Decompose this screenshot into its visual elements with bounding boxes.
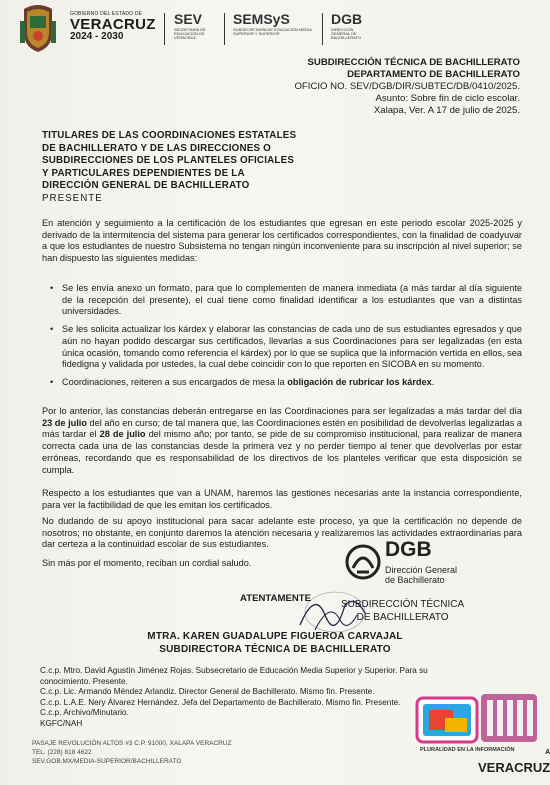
addressee-line: SUBDIRECCIONES DE LOS PLANTELES OFICIALES <box>42 155 295 166</box>
divider <box>164 13 165 45</box>
addressee-line: Y PARTICULARES DEPENDIENTES DE LA <box>42 167 245 179</box>
sev-title: SEV <box>174 11 203 27</box>
footer-line2: TEL. (228) 818 4622 <box>32 749 92 756</box>
seal-line1: SUBDIRECCIÓN TÉCNICA <box>341 599 465 610</box>
paragraph-unam: Respecto a los estudiantes que van a UNAM, haremos las gestiones necesarias ante la instancia correspondiente, para ver la factibilidad de que les emitan los certificados. <box>42 488 522 510</box>
dgb-stamp-title: DGB <box>385 538 432 561</box>
dgb-subtitle: DIRECCIÓN GENERAL DE BACHILLERATO <box>331 27 362 40</box>
gob-line2: VERACRUZ <box>70 16 156 33</box>
atentamente: ATENTAMENTE <box>240 593 312 604</box>
semsys-logo <box>233 12 315 36</box>
veracruz-coat-of-arms-icon <box>18 3 58 53</box>
dgb-logo <box>331 12 365 40</box>
footer-address <box>32 739 232 766</box>
paragraph-intro: En atención y seguimiento a la certificación de los estudiantes que egresan en este periodo escolar 2025-2025 y derivado de la intermitencia del sistema para generar los certificados correspondientes, con la finalidad de coadyuvar a que los estudiantes de nuestro Subsistema no tengan ningún inconveniente para su inscripción al nivel superior; se han dispuesto las siguientes medidas: <box>42 218 522 264</box>
seal-line2: DE BACHILLERATO <box>356 612 449 623</box>
measure-2: Se les solicita actualizar los kárdex y elaborar las constancias de cada uno de sus estudiantes egresados y que aún no hayan podido descargar sus certificados, llevarlas a sus Coordinaciones para ser legalizadas (en esta única ocasión, tomando como referencia el kárdex) por lo que se suplica que la información vertida en ellos, sea fidedigna y validada por ustedes, la cual debe coincidir con lo que reporten en SICOBA en su momento. <box>62 324 522 370</box>
office-reference <box>294 57 520 117</box>
paragraph-deadlines <box>42 406 522 476</box>
initials: KGFC/NAH <box>40 718 83 728</box>
office-line2: DEPARTAMENTO DE BACHILLERATO <box>347 69 520 80</box>
office-number: OFICIO NO. SEV/DGB/DIR/SUBTEC/DB/0410/2025. <box>294 81 520 92</box>
state-government-logo <box>70 12 156 42</box>
paragraph-support: No dudando de su apoyo institucional para sacar adelante este proceso, ya que la certificación no depende de nosotros; no obstante, en conjunto daremos la atención necesaria y realizaremos las actividades extraordinarias para dar certeza a la continuidad escolar de sus estudiantes. <box>42 516 522 550</box>
bullet-icon: • <box>50 324 54 335</box>
ccp-line: C.c.p. Lic. Armando Méndez Arlandiz. Director General de Bachillerato. Mismo fin. Presente. <box>40 687 375 697</box>
deadline-date-1: 23 de julio <box>42 417 87 428</box>
list-item <box>48 283 522 318</box>
dgb-title: DGB <box>331 11 363 27</box>
deadline-text-c: del año en curso; de tal manera que, las Coordinaciones estén en posibilidad de devolverlas legalizadas a más tardar el <box>42 417 522 440</box>
signer <box>0 630 550 656</box>
measures-list <box>48 283 522 395</box>
addressee-line: DE BACHILLERATO Y DE LAS DIRECCIONES O <box>42 142 271 154</box>
measure-3-bold: obligación de rubricar los kárdex <box>287 376 432 387</box>
divider <box>322 13 323 45</box>
dgb-emblem-icon <box>345 542 381 582</box>
list-item <box>48 377 522 389</box>
measure-1: Se les envía anexo un formato, para que lo complementen de manera inmediata (a más tardar al día siguiente de la recepción del presente), el cual tiene como finalidad identificar a los estudiantes que van a distintas universidades. <box>62 283 522 317</box>
watermark-veracruz: VERACRUZ <box>478 760 550 775</box>
semsys-title: SEMSyS <box>233 11 290 27</box>
sev-subtitle: SECRETARÍA DE EDUCACIÓN DE VERACRUZ <box>174 27 206 40</box>
dgb-stamp-line <box>385 565 457 585</box>
deadline-text-a: Por lo anterior, las constancias deberán entregarse en las Coordinaciones para ser legalizadas a más tardar del día <box>42 406 522 416</box>
gob-line3: 2024 - 2030 <box>70 31 124 42</box>
addressee <box>42 130 296 205</box>
dgb-stamp-line2: de Bachillerato <box>385 575 445 585</box>
list-item <box>48 324 522 371</box>
signer-name: MTRA. KAREN GUADALUPE FIGUEROA CARVAJAL <box>147 631 403 642</box>
tv-watermark-icon <box>415 688 540 746</box>
bullet-icon: • <box>50 283 54 293</box>
signer-role: SUBDIRECTORA TÉCNICA DE BACHILLERATO <box>159 644 391 655</box>
measure-3-pre: Coordinaciones, reiteren a sus encargados de mesa la <box>62 376 288 387</box>
measure-3-post: . <box>431 376 435 387</box>
gob-line1: GOBIERNO DEL ESTADO DE <box>70 11 143 17</box>
presente: PRESENTE <box>42 192 103 204</box>
deadline-text-d: del mismo año; por tanto, se pide de su compromiso institucional, para realizar de manera correcta cada una de las constancias desde la primera vez y no perder tiempo al tener que devolverlas por estar erróneas, recordando que es responsabilidad de los directivos de los planteles verificar que esta disposición se cumpla. <box>42 429 523 475</box>
divider <box>224 13 225 45</box>
office-line1: SUBDIRECCIÓN TÉCNICA DE BACHILLERATO <box>307 57 520 68</box>
footer-line1: PASAJE REVOLUCIÓN ALTOS #3 C.P. 91000, XALAPA VERACRUZ <box>32 740 232 747</box>
deadline-date-2: 28 de julio <box>99 429 146 440</box>
paragraph-greeting: Sin más por el momento, reciban un cordial saludo. <box>42 558 252 568</box>
dgb-stamp-line1: Dirección General <box>385 565 458 575</box>
bullet-icon: • <box>50 376 54 387</box>
semsys-subtitle: SUBSECRETARÍA DE EDUCACIÓN MEDIA SUPERIOR Y SUPERIOR <box>233 27 312 36</box>
ccp-line: C.c.p. L.A.E. Nery Álvarez Hernández. Jefa del Departamento de Bachillerato. Mismo fin. Presente. <box>40 697 401 707</box>
place-date: Xalapa, Ver. A 17 de julio de 2025. <box>373 105 520 116</box>
ccp-line: C.c.p. Mtro. David Agustín Jiménez Rojas. Subsecretario de Educación Media Superior y Superior. Para su conocimiento. Presente. <box>40 666 428 686</box>
letterhead <box>18 3 540 55</box>
addressee-line: TITULARES DE LAS COORDINACIONES ESTATALES <box>42 130 297 141</box>
footer-line3: SEV.GOB.MX/MEDIA-SUPERIOR/BACHILLERATO <box>32 758 182 765</box>
addressee-line: DIRECCIÓN GENERAL DE BACHILLERATO <box>42 180 250 191</box>
ccp-list <box>40 666 470 730</box>
subject: Asunto: Sobre fin de ciclo escolar. <box>375 93 520 104</box>
watermark-a: A <box>545 749 550 756</box>
watermark-brand <box>478 749 550 775</box>
ccp-line: C.c.p. Archivo/Minutario. <box>40 708 129 718</box>
sev-logo <box>174 12 216 40</box>
watermark-tagline: PLURALIDAD EN LA INFORMACIÓN <box>420 747 515 753</box>
